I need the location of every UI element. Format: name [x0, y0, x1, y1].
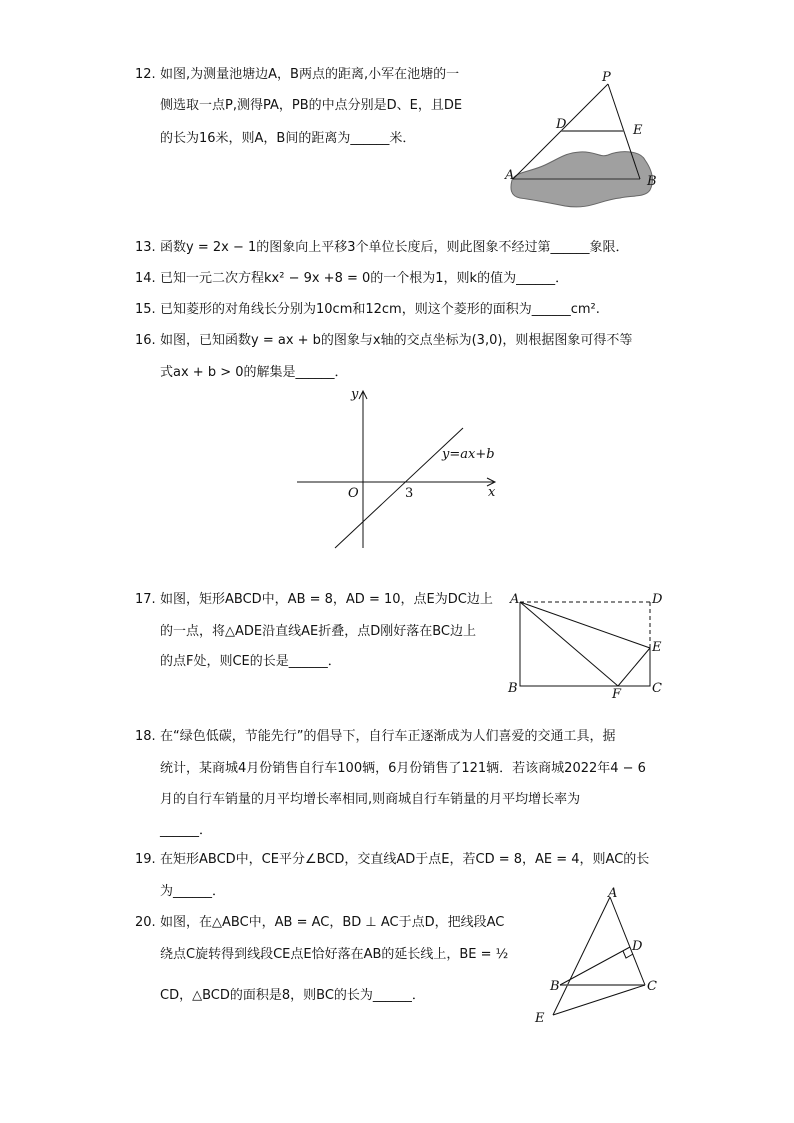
label-A: A	[608, 886, 618, 901]
origin-label: O	[348, 486, 359, 501]
question-number: 17.	[135, 592, 156, 607]
label-C: C	[647, 979, 657, 994]
segment-AF	[520, 602, 618, 686]
segment-EC	[553, 985, 645, 1015]
question-text: 为______．	[160, 884, 226, 899]
question-text: 已知一元二次方程kx² − 9x +8 = 0的一个根为1，则k的值为______．	[160, 271, 569, 286]
label-D: D	[556, 117, 567, 132]
question-text: 如图，已知函数y = ax + b的图象与x轴的交点坐标为(3,0)，则根据图象可得不等	[160, 333, 633, 348]
question-text: 的一点，将△ADE沿直线AE折叠，点D刚好落在BC边上	[160, 624, 476, 639]
question-text: 如图，在△ABC中，AB = AC，BD ⊥ AC于点D，把线段AC	[160, 915, 505, 930]
question-text: CD，△BCD的面积是8，则BC的长为______．	[160, 988, 425, 1003]
label-E: E	[633, 123, 643, 138]
x-axis-label: x	[488, 485, 496, 500]
question-number: 19.	[135, 852, 156, 867]
question-number: 16.	[135, 333, 156, 348]
segment-AE	[520, 602, 650, 648]
segment-FE	[618, 648, 650, 686]
question-text: ______．	[160, 823, 213, 838]
label-E: E	[652, 640, 662, 655]
question-text: 绕点C旋转得到线段CE点E恰好落在AB的延长线上，BE = ½	[160, 947, 509, 962]
question-text: 统计，某商城4月份销售自行车100辆，6月份销售了121辆．若该商城2022年4 − 6	[160, 761, 646, 776]
question-text: 如图,为测量池塘边A，B两点的距离,小军在池塘的一	[160, 67, 460, 82]
label-B: B	[508, 681, 518, 696]
rectangle-figure	[520, 602, 650, 686]
label-C: C	[652, 681, 662, 696]
question-number: 12.	[135, 67, 156, 82]
segment-AE	[553, 897, 610, 1015]
question-number: 18.	[135, 729, 156, 744]
question-number: 15.	[135, 302, 156, 317]
question-text: 函数y = 2x − 1的图象向上平移3个单位长度后，则此图象不经过第______象限．	[160, 240, 629, 255]
label-F: F	[612, 687, 622, 702]
question-number: 20.	[135, 915, 156, 930]
question-number: 13.	[135, 240, 156, 255]
label-D: D	[632, 939, 643, 954]
label-B: B	[550, 979, 560, 994]
label-A: A	[505, 168, 515, 183]
segment-BD	[560, 947, 630, 985]
rect-sides	[520, 602, 650, 686]
question-text: 式ax + b > 0的解集是______．	[160, 365, 348, 380]
question-text: 的点F处，则CE的长是______．	[160, 654, 341, 669]
question-number: 14.	[135, 271, 156, 286]
triangle-figure	[553, 897, 645, 1015]
question-text: 已知菱形的对角线长分别为10cm和12cm，则这个菱形的面积为______cm².	[160, 302, 600, 317]
label-D: D	[652, 592, 663, 607]
question-text: 的长为16米，则A，B间的距离为______米．	[160, 131, 416, 146]
question-text: 在矩形ABCD中，CE平分∠BCD，交直线AD于点E，若CD = 8，AE = 4，则AC的长	[160, 852, 650, 867]
question-text: 侧选取一点P,测得PA，PB的中点分别是D、E，且DE	[160, 98, 463, 113]
question-text: 如图，矩形ABCD中，AB = 8，AD = 10，点E为DC边上	[160, 592, 493, 607]
pond-figure	[511, 84, 653, 207]
function-graph	[297, 391, 495, 548]
question-text: 月的自行车销量的月平均增长率相同,则商城自行车销量的月平均增长率为	[160, 792, 581, 807]
tick-label-3: 3	[405, 486, 414, 501]
label-A: A	[510, 592, 520, 607]
label-B: B	[647, 174, 657, 189]
question-text: 在“绿色低碳，节能先行”的倡导下，自行车正逐渐成为人们喜爱的交通工具，据	[160, 729, 616, 744]
line-label: y=ax+b	[442, 447, 495, 462]
label-E: E	[535, 1011, 545, 1026]
y-axis-label: y	[351, 387, 359, 402]
label-P: P	[602, 70, 611, 85]
